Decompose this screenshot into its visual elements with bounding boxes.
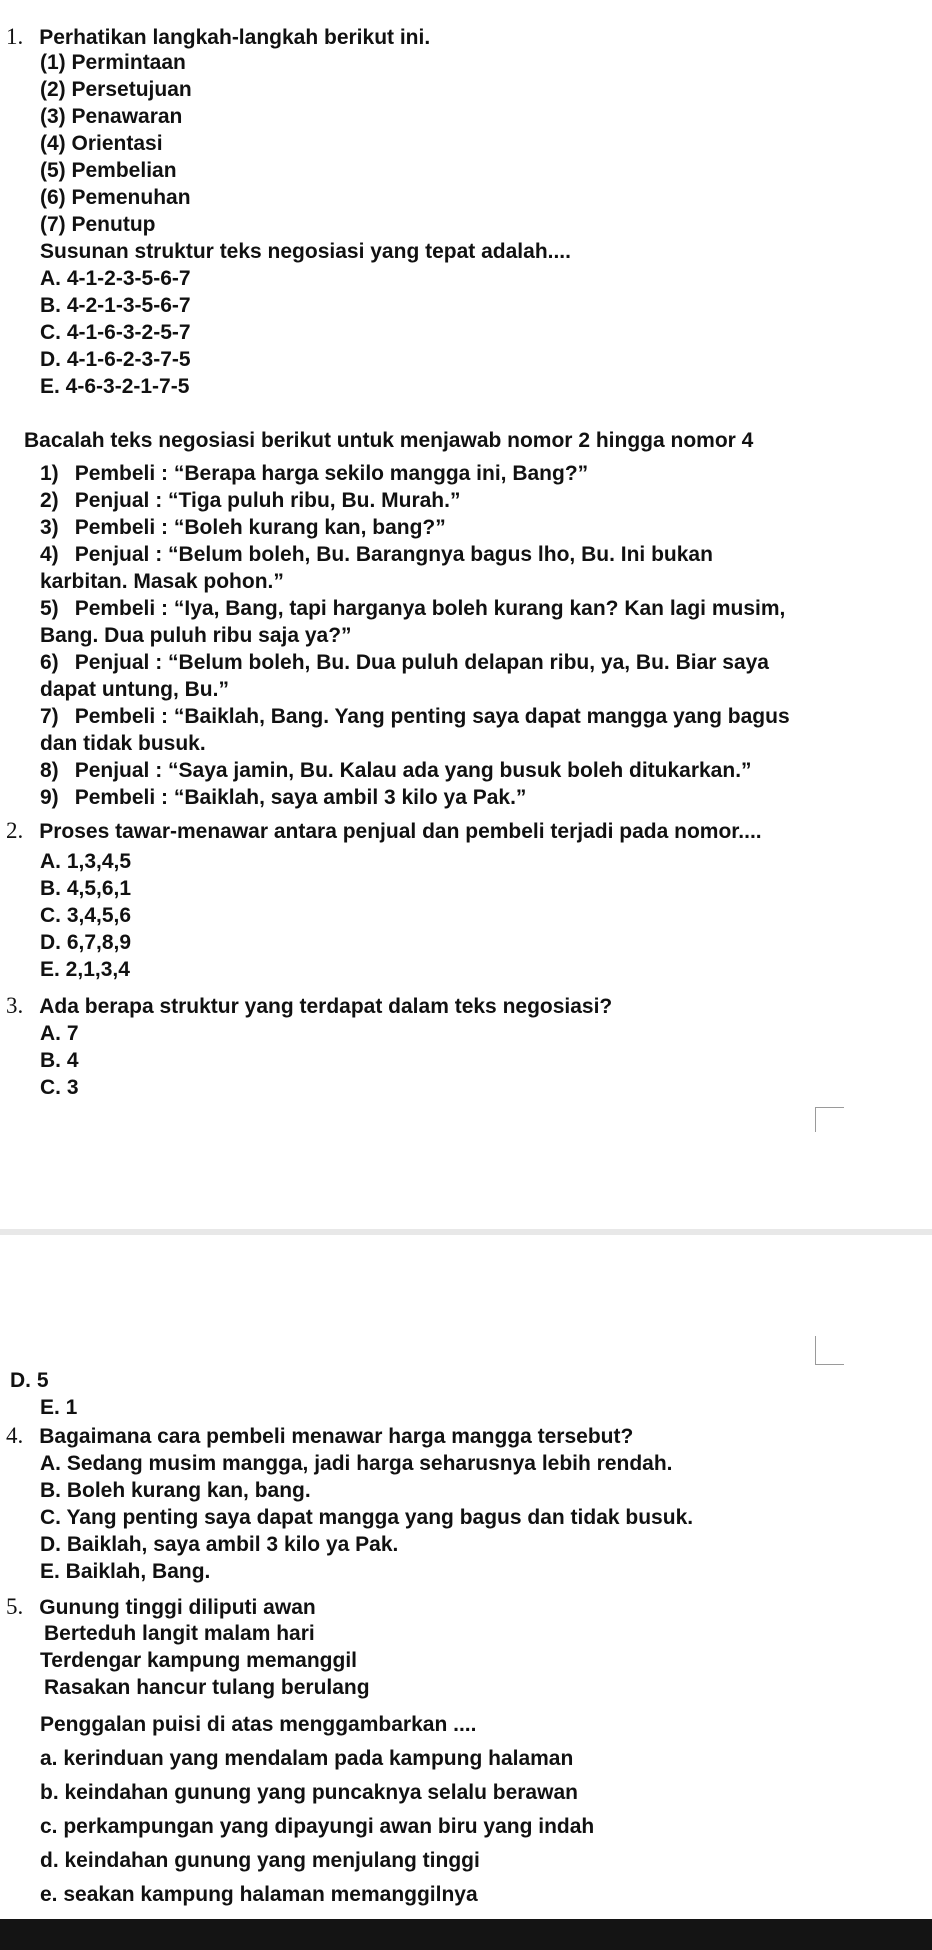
answer-option: E. 1 [40, 1396, 78, 1419]
answer-option: C. 3,4,5,6 [40, 904, 132, 927]
question-number: 1. [6, 24, 24, 49]
answer-option: D. 5 [10, 1369, 49, 1392]
dialogue-number: 3) [40, 516, 59, 539]
answer-option: d. keindahan gunung yang menjulang tinggi [40, 1849, 480, 1872]
poem-line: Berteduh langit malam hari [44, 1622, 315, 1645]
question-1 [6, 24, 430, 51]
answer-option: A. Sedang musim mangga, jadi harga seharusnya lebih rendah. [40, 1452, 673, 1475]
answer-option: B. 4-2-1-3-5-6-7 [40, 294, 191, 317]
question-2 [6, 818, 762, 845]
answer-option: D. Baiklah, saya ambil 3 kilo ya Pak. [40, 1533, 399, 1556]
passage-heading: Bacalah teks negosiasi berikut untuk menjawab nomor 2 hingga nomor 4 [24, 429, 754, 452]
answer-option: E. 2,1,3,4 [40, 958, 130, 981]
poem-line: Rasakan hancur tulang berulang [44, 1676, 370, 1699]
answer-option: A. 4-1-2-3-5-6-7 [40, 267, 191, 290]
step-item: (6) Pemenuhan [40, 186, 191, 209]
dialogue-number: 8) [40, 759, 59, 782]
dialogue-line [40, 515, 446, 541]
dialogue-text: Penjual : “Belum boleh, Bu. Barangnya bagus lho, Bu. Ini bukan [74, 543, 713, 566]
question-number: 5. [6, 1594, 24, 1619]
step-item: (1) Permintaan [40, 51, 186, 74]
step-item: (5) Pembelian [40, 159, 177, 182]
answer-option: B. 4 [40, 1049, 79, 1072]
crop-mark-bottom [815, 1336, 844, 1365]
dialogue-line [40, 542, 713, 568]
question-5 [6, 1594, 316, 1621]
dialogue-text: Penjual : “Saya jamin, Bu. Kalau ada yang busuk boleh ditukarkan.” [74, 759, 752, 782]
dialogue-text: Pembeli : “Baiklah, Bang. Yang penting saya dapat mangga yang bagus [74, 705, 790, 728]
answer-option: a. kerinduan yang mendalam pada kampung halaman [40, 1747, 574, 1770]
dialogue-number: 4) [40, 543, 59, 566]
dialogue-continuation: dapat untung, Bu.” [40, 678, 229, 701]
answer-option: b. keindahan gunung yang puncaknya selalu berawan [40, 1781, 578, 1804]
question-number: 4. [6, 1423, 24, 1448]
answer-option: B. Boleh kurang kan, bang. [40, 1479, 311, 1502]
dialogue-line [40, 596, 785, 622]
dialogue-text: Penjual : “Tiga puluh ribu, Bu. Murah.” [74, 489, 461, 512]
question-text: Ada berapa struktur yang terdapat dalam teks negosiasi? [39, 995, 613, 1018]
dialogue-number: 9) [40, 786, 59, 809]
dialogue-number: 5) [40, 597, 59, 620]
crop-mark-top [815, 1107, 844, 1132]
answer-option: c. perkampungan yang dipayungi awan biru yang indah [40, 1815, 595, 1838]
answer-option: A. 7 [40, 1022, 79, 1045]
dialogue-continuation: Bang. Dua puluh ribu saja ya?” [40, 624, 352, 647]
answer-option: C. Yang penting saya dapat mangga yang bagus dan tidak busuk. [40, 1506, 694, 1529]
question-3 [6, 993, 612, 1020]
bottom-bar [0, 1919, 932, 1950]
answer-option: D. 6,7,8,9 [40, 931, 132, 954]
poem-line: Terdengar kampung memanggil [40, 1649, 357, 1672]
question-text: Susunan struktur teks negosiasi yang tepat adalah.... [40, 240, 571, 263]
answer-option: e. seakan kampung halaman memanggilnya [40, 1883, 478, 1906]
answer-option: D. 4-1-6-2-3-7-5 [40, 348, 191, 371]
answer-option: A. 1,3,4,5 [40, 850, 132, 873]
poem-line: Gunung tinggi diliputi awan [39, 1596, 316, 1619]
question-text: Proses tawar-menawar antara penjual dan pembeli terjadi pada nomor.... [39, 820, 762, 843]
answer-option: C. 3 [40, 1076, 79, 1099]
answer-option: E. Baiklah, Bang. [40, 1560, 211, 1583]
dialogue-text: Pembeli : “Berapa harga sekilo mangga ini, Bang?” [74, 462, 589, 485]
dialogue-line [40, 488, 460, 514]
question-text: Bagaimana cara pembeli menawar harga mangga tersebut? [39, 1425, 634, 1448]
dialogue-continuation: karbitan. Masak pohon.” [40, 570, 284, 593]
question-stem: Perhatikan langkah-langkah berikut ini. [39, 26, 431, 49]
dialogue-number: 7) [40, 705, 59, 728]
dialogue-text: Penjual : “Belum boleh, Bu. Dua puluh delapan ribu, ya, Bu. Biar saya [74, 651, 769, 674]
dialogue-line [40, 704, 790, 730]
answer-option: C. 4-1-6-3-2-5-7 [40, 321, 191, 344]
step-item: (4) Orientasi [40, 132, 163, 155]
dialogue-text: Pembeli : “Boleh kurang kan, bang?” [74, 516, 446, 539]
step-item: (2) Persetujuan [40, 78, 192, 101]
dialogue-line [40, 461, 588, 487]
page-break-band [0, 1229, 932, 1235]
dialogue-line [40, 785, 526, 811]
answer-option: B. 4,5,6,1 [40, 877, 132, 900]
dialogue-text: Pembeli : “Baiklah, saya ambil 3 kilo ya Pak.” [74, 786, 527, 809]
dialogue-line [40, 758, 752, 784]
dialogue-continuation: dan tidak busuk. [40, 732, 206, 755]
dialogue-number: 6) [40, 651, 59, 674]
step-item: (7) Penutup [40, 213, 156, 236]
step-item: (3) Penawaran [40, 105, 183, 128]
dialogue-number: 1) [40, 462, 59, 485]
answer-option: E. 4-6-3-2-1-7-5 [40, 375, 190, 398]
question-number: 3. [6, 993, 24, 1018]
dialogue-line [40, 650, 769, 676]
question-4 [6, 1423, 633, 1450]
dialogue-text: Pembeli : “Iya, Bang, tapi harganya boleh kurang kan? Kan lagi musim, [74, 597, 786, 620]
question-text: Penggalan puisi di atas menggambarkan .... [40, 1713, 477, 1736]
dialogue-number: 2) [40, 489, 59, 512]
question-number: 2. [6, 818, 24, 843]
